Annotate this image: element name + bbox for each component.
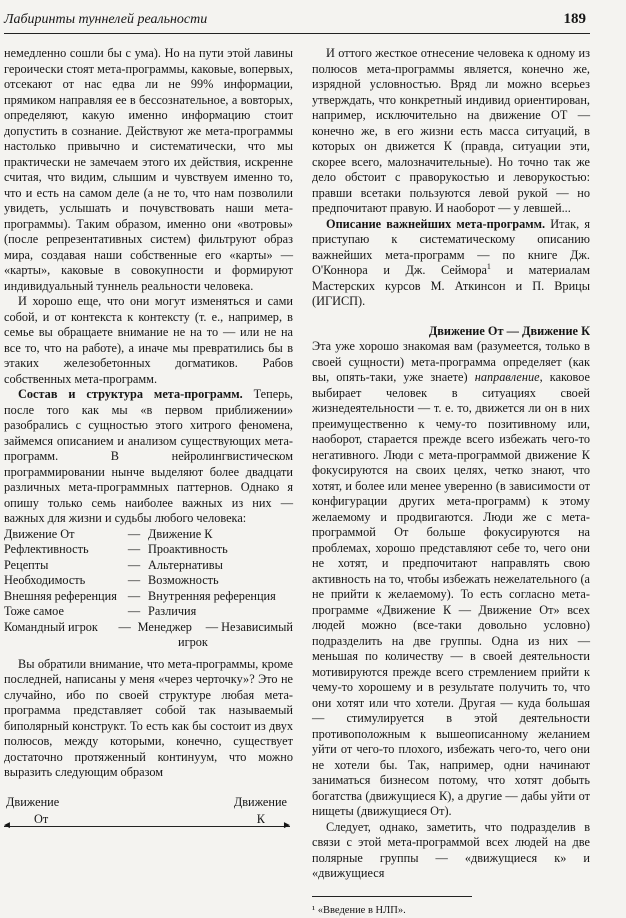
list-item-dash: — [112,620,138,636]
list-item [4,620,293,636]
footnote-marker: 1 [487,262,491,271]
list-item-right: Различия [148,604,293,620]
paragraph-text: и материалам Мастерских курсов М. Аткинсон и П. Врицы (ИГИСП). [312,263,590,308]
paragraph: Вы обратили внимание, что мета-программы, кроме последней, написаны у меня «через черточку»? Это не случайно, ибо по своей структуре любая мета-программа представляет собой так называемый биполярный конструкт. То есть как бы состоит из двух полюсов, между которыми, конечно, существует достаточно протяженный континуум, что можно выразить следующим образом [4,657,293,781]
footnote: ¹ «Введение в НЛП». [312,903,590,918]
list-item-left: Командный игрок [4,620,112,636]
list-item-left: Внешняя референция [4,589,120,605]
arrow-left-icon: ◄ [2,821,12,831]
page-header [0,0,626,40]
paragraph: Следует, однако, заметить, что подразделив в связи с этой мета-программой всех людей на две полярные группы — «движущиеся к» и «движущиеся [312,820,590,882]
list-item-dash: — [120,558,148,574]
running-title: Лабиринты туннелей реальности [4,12,207,28]
diagram-left-label-top: Движение [6,795,59,811]
paragraph-text: Эта уже хорошо знакомая вам (разумеется, только в своей сущности) мета-программа определяет (как вы, опять-таки, уже знаете) [312,339,590,384]
paragraph-text: , каковое выбирает человек в ситуациях своей жизнедеятельности — т. е. то, движется ли он в них преимущественно к чему-то позитивному или, наоборот, старается прежде всего избежать чего-то негативного. Люди с мета-программой движение К фокусируются на своих целях, четко знают, что хотят, и более или менее уверенно (в зависимости от конфигурации других мета-программ) к этому желаемому и продвигаются. Люди же с мета-программой От больше фокусируются на проблемах, хорошо представляют себе то, чего они не хотят, и предпочитают направлять свою активность на то, чтобы избежать нежелательного (а не прийти к желаемому). То есть согласно мета-программе «Движение К — Движение От» всех людей можно (все-таки довольно условно) подразделить на две группы. Одна из них — меньшая по количеству — в своей деятельности мотивируются прежде всего стремлением прийти к чему-то хорошему и в результате получить то, что они хотят или что хотели. Другая — куда большая — стимулируется в этой деятельности противоположным к вышеописанному желанием уйти от чего-то плохого, избежать чего-то, чего они не хотели бы. Так, например, одни начинают заниматься бизнесом потому, что хотят добыть богатства (движущиеся К), а другие — дабы уйти от нищеты (движущиеся От). [312,370,590,818]
list-item-right: Возможность [148,573,293,589]
paragraph: немедленно сошли бы с ума). Но на пути этой лавины героически стоят мета-программы, каковые, вопервых, отсекают от нас едва ли не 99% информации, прямиком направляя ее в бессознательное, а вовторых, определяют, какую именно информацию стоит допустить в сознание. Действуют же мета-программы настолько привычно и систематически, что мы практически не замечаем этого их действия, искренне считая, что видим, слышим и чувствуем именно то, что и есть на самом деле (а не то, что нам позволили увидеть, услышать и почувствовать наши мета-программы). Таким образом, именно они «вотровы» (после репрезентативных систем) фильтруют образ мира, создавая наши собственные его «карты» — «карты», каковые в совокупности и формируют индивидуальный туннель реальности человека. [4,46,293,294]
right-column [312,46,590,918]
list-item-right: Альтернативы [148,558,293,574]
meta-program-list [4,527,293,651]
diagram-right-label-top: Движение [234,795,287,811]
list-item-left: Необходимость [4,573,120,589]
list-item-dash: — [120,527,148,543]
paragraph [312,217,590,310]
bipolar-diagram [4,795,293,855]
list-item [4,604,293,620]
list-item-continuation [4,635,293,651]
list-item-right: Независимый [221,620,293,636]
footnote-rule [312,896,472,897]
list-item-left: Движение От [4,527,120,543]
list-item-dash: — [120,542,148,558]
diagram-right-label-bottom: К [257,812,265,828]
paragraph: И хорошо еще, что они могут изменяться и сами собой, и от контекста к контексту (т. е., например, в семье вы обращаете внимание не на то — или не на все то, что на работе), а иначе мы превратились бы в этаких железобетонных догматиков. Рабов собственных мета-программ. [4,294,293,387]
list-item [4,542,293,558]
list-item-right: Движение К [148,527,293,543]
diagram-left-label-bottom: От [34,812,48,828]
list-item [4,589,293,605]
list-item-dash: — [203,620,222,636]
section-heading: Движение От — Движение К [312,324,590,340]
paragraph-text: Итак, я приступаю к систематическому описанию важнейших мета-программ — по книге Дж. О'Коннора и Дж. Сеймора [312,217,590,278]
emphasis: направление [475,370,540,384]
paragraph: И оттого жесткое отнесение человека к одному из полюсов мета-программы является, конечно же, изрядной условностью. Вряд ли можно всерьез утверждать, что конкретный индивид ориентирован, например, исключительно на движение ОТ — конечно же, в его жизни есть масса ситуаций, в которых он движется К (правда, ситуации эти, скорее всего, малозначительные). Но точно так же дело обстоит с праворукостью и леворукостью: правши всетаки пользуются левой рукой — но предпочитают правую. И наоборот — у левшей... [312,46,590,217]
arrow-right-icon: ► [282,821,292,831]
list-item-left: Рецепты [4,558,120,574]
list-item [4,527,293,543]
paragraph-heading: Состав и структура мета-программ. [18,387,243,401]
header-rule [4,33,590,34]
page-number: 189 [564,11,587,28]
list-item-dash: — [120,573,148,589]
list-item-right-cont: игрок [178,635,208,651]
list-item-middle: Менеджер [138,620,203,636]
list-item-right: Проактивность [148,542,293,558]
list-item [4,573,293,589]
list-item-dash: — [120,604,148,620]
list-item-left: Тоже самое [4,604,120,620]
list-item [4,558,293,574]
paragraph-heading: Описание важнейших мета-программ. [326,217,545,231]
paragraph [4,387,293,527]
list-item-dash: — [120,589,148,605]
paragraph [312,339,590,820]
list-item-left: Рефлективность [4,542,120,558]
continuum-line [4,826,290,827]
left-column [4,46,293,855]
list-item-right: Внутренняя референция [148,589,293,605]
paragraph-text: Теперь, после того как мы «в первом приближении» разобрались с сущностью этого хитрого феномена, займемся описанием и анализом существующих мета-программ. В нейролингвистическом программировании нынче выделяют более двадцати различных мета-программных паттернов. Однако я опишу только семь наиболее важных из них — важных для жизни и судьбы любого человека: [4,387,293,525]
